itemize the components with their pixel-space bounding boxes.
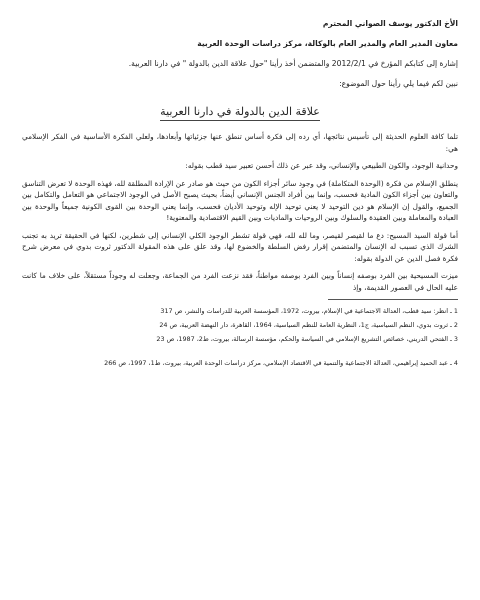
footnote-2: 2 ـ ثروت بدوي، النظم السياسية، ج1، النظرية العامة للنظم السياسية، 1964، القاهرة، دار النهضة العربية، ص 24: [159, 321, 458, 329]
paragraph-4: أما قولة السيد المسيح: دع ما لقيصر لقيصر، وما لله لله، فهي قولة تشطر الوجود الكلي الإنساني إلى شطرين، لكنها في الحقيقة تريد به تجنب الشرك الذي تسبب له الإنسان والمتضمن إقرار رفض السلطة والخضوع لها، وقد علق على هذه المقولة الدكتور ثروت بدوي في معرض شرح فكرة فصل الدين عن الدولة بقوله:: [22, 230, 458, 263]
footnote-4: 4 ـ عبد الحميد إبراهيمي، العدالة الاجتماعية والتنمية في الاقتصاد الإسلامي، مركز دراسات الوحدة العربية، بيروت، ط1، 1997، ص 266: [104, 359, 458, 367]
paragraph-5: ميزت المسيحية بين الفرد بوصفه إنساناً وبين الفرد بوصفه مواطناً، فقد نزعت الفرد من الجماعة، وجعلت له وجوداً مستقلاً، على خلاف ما كانت عليه الحال في العصور القديمة، وإذ: [22, 271, 458, 292]
footnote-1: 1 ـ انظر: سيد قطب، العدالة الاجتماعية في الإسلام، بيروت، 1972، المؤسسة العربية للدراسات والنشر، ص 317: [160, 307, 458, 315]
addressee: الأخ الدكتور يوسف الصواني المحترم: [322, 19, 458, 28]
intro-line: نبين لكم فيما يلي رأينا حول الموضوع:: [339, 79, 458, 88]
paragraph-1: تلما كافة العلوم الحديثة إلى تأسيس نتائجها، أي رده إلى فكرة أساس تنطق عنها جزئياتها وأبعادها، ولعلي الفكرة الأساسية في الفكر الإسلامي هي:: [22, 132, 458, 153]
article-title: علاقة الدين بالدولة في دارنا العربية: [160, 104, 320, 121]
document-page: [22, 18, 458, 590]
paragraph-2: وحدانية الوجود، والكون الطبيعي والإنساني، وقد عبر عن ذلك أحسن تعبير سيد قطب بقوله:: [185, 161, 458, 170]
paragraph-3: ينطلق الإسلام من فكرة (الوحدة المتكاملة) في وجود سائر أجزاء الكون من حيث هو صادر عن الإرادة المطلقة لله، فهذه الوحدة لا تعرض التناسق والتعاون بين أجزاء الكون المادية فحسب، وإنما بين أفراد الجنس الإنساني أيضاً، بحيث يصبح الأصل في الوجود الاجتماعي هو التعامل والتكامل بين الجميع، والقول إن الإسلام هو دين التوحيد لا يعني توحيد الإله وتوحيد الأديان فحسب، وإنما يعني الوحدة بين القوى الكونية جميعاً والوحدة بين العبادة والمعاملة وبين العقيدة والسلوك وبين الروحيات والماديات وبين القيم الاقتصادية والمعنوية!: [22, 178, 458, 222]
addressee-title: معاون المدير العام والمدير العام بالوكالة، مركز دراسات الوحدة العربية: [197, 39, 458, 48]
reference-line: إشارة إلى كتابكم المؤرخ في 2012/2/1 والمتضمن أخذ رأينا "حول علاقة الدين بالدولة " في دارنا العربية.: [128, 59, 458, 68]
footnote-3: 3 ـ الفتحي الدريني، خصائص التشريع الإسلامي في السياسة والحكم، مؤسسة الرسالة، بيروت، ط2، 1987، ص 23: [156, 335, 458, 343]
footnote-divider: [328, 299, 458, 300]
